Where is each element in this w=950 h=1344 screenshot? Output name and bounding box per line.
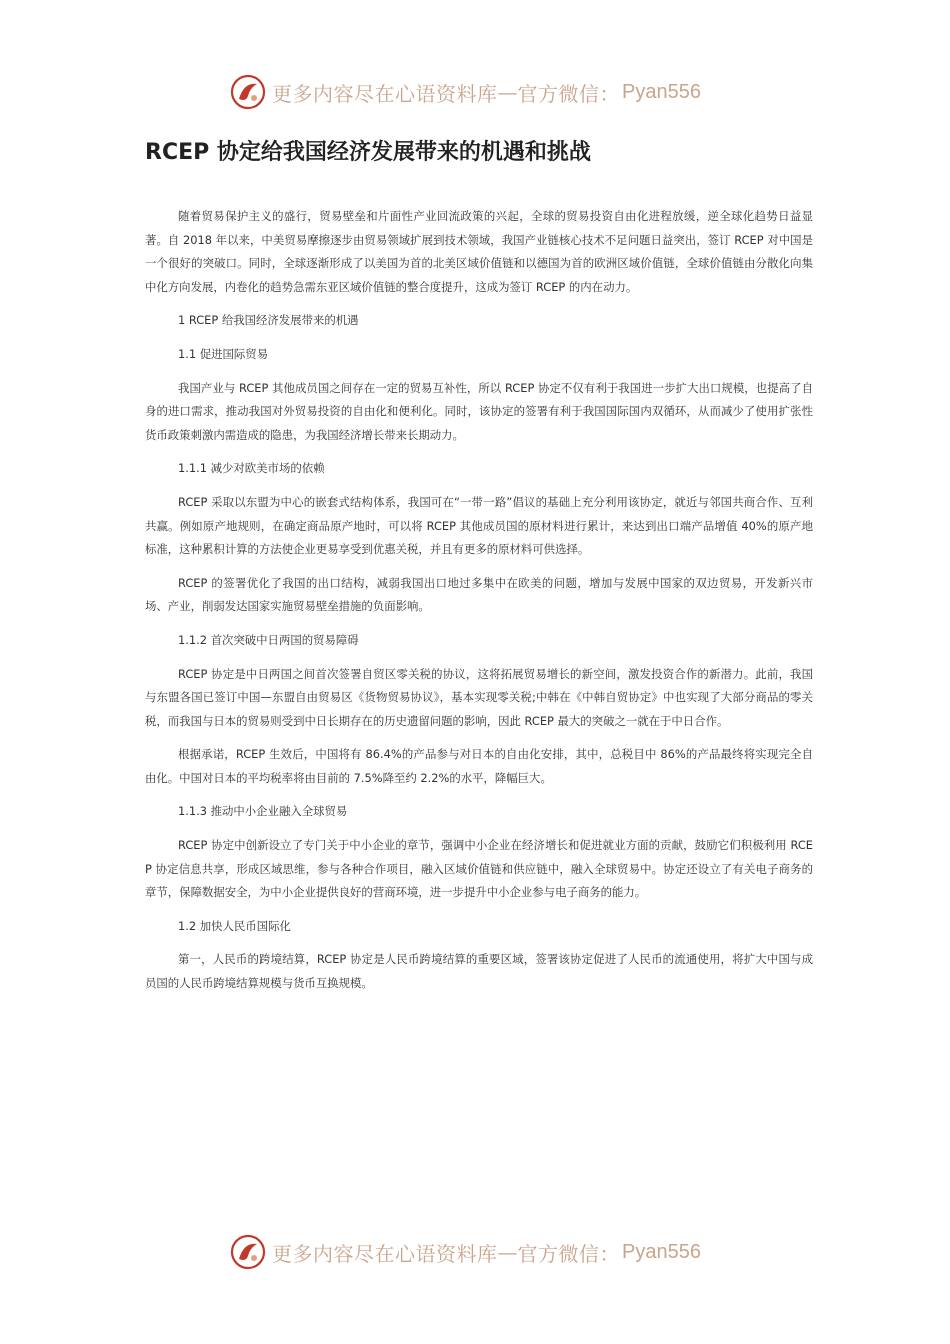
- brand-logo-icon: [230, 1234, 266, 1270]
- paragraph: RCEP 的签署优化了我国的出口结构，减弱我国出口地过多集中在欧美的问题，增加与发展中国家的双边贸易，开发新兴市场、产业，削弱发达国家实施贸易壁垒措施的负面影响。: [145, 575, 813, 614]
- section-heading-1-2: 1.2 加快人民币国际化: [178, 918, 291, 933]
- banner-wechat-id: Pyan556: [622, 1240, 701, 1263]
- section-heading-1-1-2: 1.1.2 首次突破中日两国的贸易障碍: [178, 632, 359, 647]
- section-heading-1-1-3: 1.1.3 推动中小企业融入全球贸易: [178, 804, 348, 819]
- banner-label: 官方微信：: [517, 81, 620, 106]
- banner-text: 更多内容尽在心语资料库: [272, 81, 498, 106]
- paragraph-intro: 随着贸易保护主义的盛行，贸易壁垒和片面性产业回流政策的兴起，全球的贸易投资自由化进程放缓，逆全球化趋势日益显著。自 2018 年以来，中美贸易摩擦逐步由贸易领域扩展到技术领域，我国产业链核心技术不足问题日益突出，签订 RCEP 对中国是一个很好的突破口。同时，全球逐渐形成了以美国为首的北美区域价值链和以德国为首的欧洲区域价值链，全球价值链由分散化向集中化方向发展，内卷化的趋势急需东亚区域价值链的整合度提升，这成为签订 RCEP 的内在动力。: [145, 209, 813, 294]
- section-heading-1: 1 RCEP 给我国经济发展带来的机遇: [178, 313, 359, 328]
- banner-text: 更多内容尽在心语资料库: [272, 1241, 498, 1266]
- paragraph: 根据承诺，RCEP 生效后，中国将有 86.4%的产品参与对日本的自由化安排，其中，总税目中 86%的产品最终将实现完全自由化。中国对日本的平均税率将由目前的 7.5%降至约 2.2%的水平，降幅巨大。: [145, 747, 813, 785]
- header-banner: [230, 72, 750, 112]
- paragraph: RCEP 协定中创新设立了专门关于中小企业的章节，强调中小企业在经济增长和促进就业方面的贡献，鼓励它们积极利用 RCEP 协定信息共享，形成区域思维，参与各种合作项目，融入区域价值链和供应链中，融入全球贸易中。协定还设立了有关电子商务的章节，保障数据安全，为中小企业提供良好的营商环境，进一步提升中小企业参与电子商务的能力。: [145, 838, 813, 900]
- footer-banner: [230, 1232, 750, 1272]
- paragraph: 第一，人民币的跨境结算，RCEP 协定是人民币跨境结算的重要区域，签署该协定促进了人民币的流通使用，将扩大中国与成员国的人民币跨境结算规模与货币互换规模。: [145, 952, 813, 991]
- banner-separator: —: [497, 1240, 518, 1264]
- document-title: RCEP 协定给我国经济发展带来的机遇和挑战: [145, 140, 591, 165]
- section-heading-1-1: 1.1 促进国际贸易: [178, 346, 269, 361]
- document-body: [145, 205, 813, 1006]
- brand-logo-icon: [230, 74, 266, 110]
- banner-wechat-id: Pyan556: [622, 80, 701, 103]
- paragraph: RCEP 采取以东盟为中心的嵌套式结构体系，我国可在“一带一路”倡议的基础上充分利用该协定，就近与邻国共商合作、互利共赢。例如原产地规则，在确定商品原产地时，可以将 RCEP 其他成员国的原材料进行累计，来达到出口端产品增值 40%的原产地标准，这种累积计算的方法使企业更易享受到优惠关税，并且有更多的原材料可供选择。: [145, 494, 813, 557]
- banner-separator: —: [497, 80, 518, 104]
- paragraph: 我国产业与 RCEP 其他成员国之间存在一定的贸易互补性，所以 RCEP 协定不仅有利于我国进一步扩大出口规模，也提高了自身的进口需求，推动我国对外贸易投资的自由化和便利化。同时，该协定的签署有利于我国国际国内双循环，从而减少了使用扩张性货币政策刺激内需造成的隐患，为我国经济增长带来长期动力。: [145, 380, 813, 442]
- banner-label: 官方微信：: [517, 1241, 620, 1266]
- paragraph: RCEP 协定是中日两国之间首次签署自贸区零关税的协议，这将拓展贸易增长的新空间，激发投资合作的新潜力。此前，我国与东盟各国已签订中国—东盟自由贸易区《货物贸易协议》，基本实现零关税;中韩在《中韩自贸协定》中也实现了大部分商品的零关税，而我国与日本的贸易则受到中日长期存在的历史遗留问题的影响，因此 RCEP 最大的突破之一就在于中日合作。: [145, 666, 813, 728]
- section-heading-1-1-1: 1.1.1 减少对欧美市场的依赖: [178, 461, 325, 476]
